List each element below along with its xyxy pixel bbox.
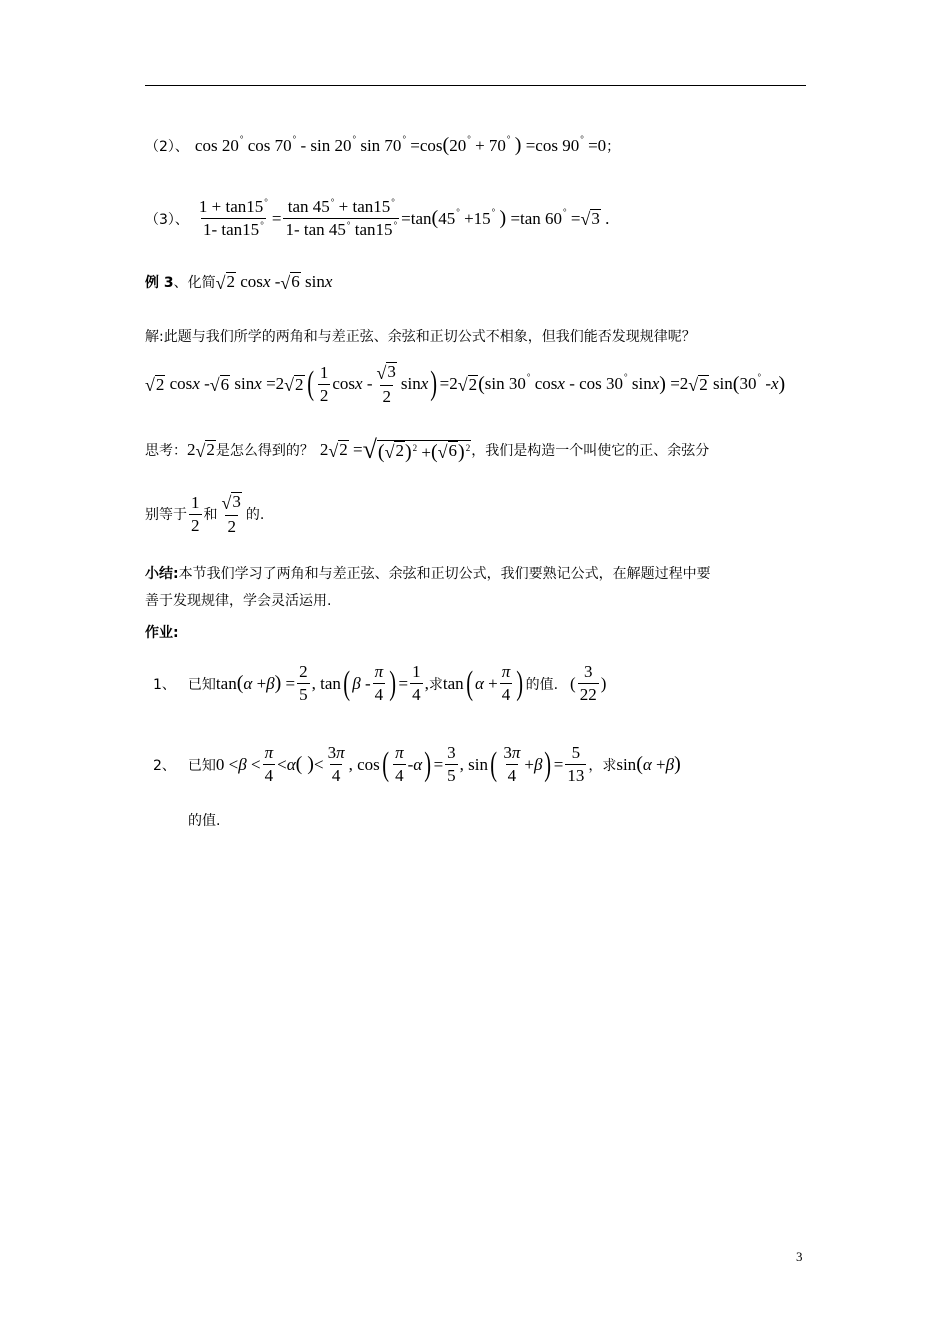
q1-number: 1、 <box>153 676 176 693</box>
think-text-5: 的. <box>245 507 265 524</box>
item-2-label: （2）、 <box>145 138 189 155</box>
summary-text-2: 善于发现规律，学会灵活运用. <box>145 593 332 609</box>
derivation-line <box>145 362 785 407</box>
q1-ask: 求 <box>428 676 443 693</box>
think-text-3: 别等于 <box>145 507 187 524</box>
q1-expression: tan ( α + β ) = $\frac{2}{5}$ , tan ( β - $\frac{\pi}{4}$ ) = $\frac{1}{4}$ , <box>215 662 429 704</box>
q1-known: 已知 <box>187 676 216 693</box>
think-label: 思考： <box>145 443 187 459</box>
q1-tail: 的值. <box>525 676 559 693</box>
think-line-1: 思考： 2 √ 2 是怎么得到的？ 2 √ 2 = √ ( √ 2 )$^2$ +( √ 6 )$^2$ ，我们是构造一个叫使它的正、余弦分 <box>145 435 710 464</box>
solution-text: 此题与我们所学的两角和与差正弦、余弦和正切公式不相象，但我们能否发现规律呢？ <box>163 329 696 345</box>
q2-ask: ，求 <box>588 757 617 774</box>
homework-label: 作业: <box>145 625 179 641</box>
summary-line-1 <box>145 563 711 583</box>
derivation-expression: √ 2 cos x - √ 6 sin x =2 √ 2 ( $\frac{1}{2}$ cos x - √ 3 2 sin x ) =2 √ 2 ( sin 30 ° cos x - cos 30 ° sin x ) =2 √ 2 sin ( 30 ° - x ) <box>145 362 786 406</box>
think-text-1: 是怎么得到的？ <box>215 443 314 459</box>
homework-q2-line-2 <box>188 810 220 830</box>
solution-label: 解: <box>145 329 164 345</box>
summary-label: 小结: <box>145 566 179 582</box>
think-text-2: ，我们是构造一个叫使它的正、余弦分 <box>471 443 710 459</box>
item-3-expression: $\frac{1 + \tan 15^\circ}{1- \tan 15^\circ}$ = $\frac{\tan 45^\circ + \tan 15^\circ}{1- \tan 45^\circ \tan 15^\circ}$ =tan ( 45 ° +15 ° ) =tan 60 ° = √ 3 . <box>198 197 610 239</box>
example-3-expression: √ 2 cos x - √ 6 sin x <box>215 272 333 293</box>
summary-line-2 <box>145 590 331 610</box>
example-3-label: 例 3 <box>145 275 174 291</box>
q2-known: 已知 <box>187 757 216 774</box>
think-text-4: 和 <box>203 507 218 524</box>
item-3-label: （3）、 <box>145 211 189 228</box>
homework-heading <box>145 622 179 642</box>
summary-text-1: 本节我们学习了两角和与差正弦、余弦和正切公式，我们要熟记公式，在解题过程中要 <box>178 566 711 582</box>
header-rule <box>145 85 806 86</box>
q1-answer: ( $\frac{3}{22}$ ) <box>570 662 607 704</box>
solution-line <box>145 326 696 346</box>
item-3-line <box>145 197 609 240</box>
page-number: 3 <box>796 1249 803 1264</box>
homework-q1: 1、 已知 tan ( α + β ) = $\frac{2}{5}$ , tan ( β - $\frac{\pi}{4}$ ) = $\frac{1}{4}$ , 求 tan ( α + $\frac{\pi}{4}$ ) 的值. ( $\frac{3}{22}$ ) <box>153 662 607 704</box>
item-2-line <box>145 134 620 157</box>
q2-number: 2、 <box>153 757 176 774</box>
example-3-text: 、化简 <box>173 275 216 291</box>
example-3-line <box>145 272 332 292</box>
think-line-2: 别等于 $\frac{1}{2}$ 和 √ 3 2 的. <box>145 492 265 536</box>
homework-q2: 2、 已知 0 < β < $\frac{\pi}{4}$ < α ( ) < $\frac{3\pi}{4}$ , cos ( $\frac{\pi}{4}$ - α ) = $\frac{3}{5}$ , sin ( $\frac{3\pi}{4}$ + β ) = $\frac{5}{13}$ ，求 sin ( α + β ) <box>153 743 681 785</box>
q2-expression: 0 < β < $\frac{\pi}{4}$ < α ( ) < $\frac{3\pi}{4}$ , cos ( $\frac{\pi}{4}$ - α ) = $\frac{3}{5}$ , sin ( $\frac{3\pi}{4}$ + β ) = $\frac{5}{13}$ <box>215 743 585 785</box>
q2-tail: 的值. <box>188 813 221 829</box>
item-2-expression: cos 20 ° cos 70 ° - sin 20 ° sin 70 ° =cos ( 20 ° + 70 ° ) =cos 90 ° =0 ； <box>194 133 621 156</box>
